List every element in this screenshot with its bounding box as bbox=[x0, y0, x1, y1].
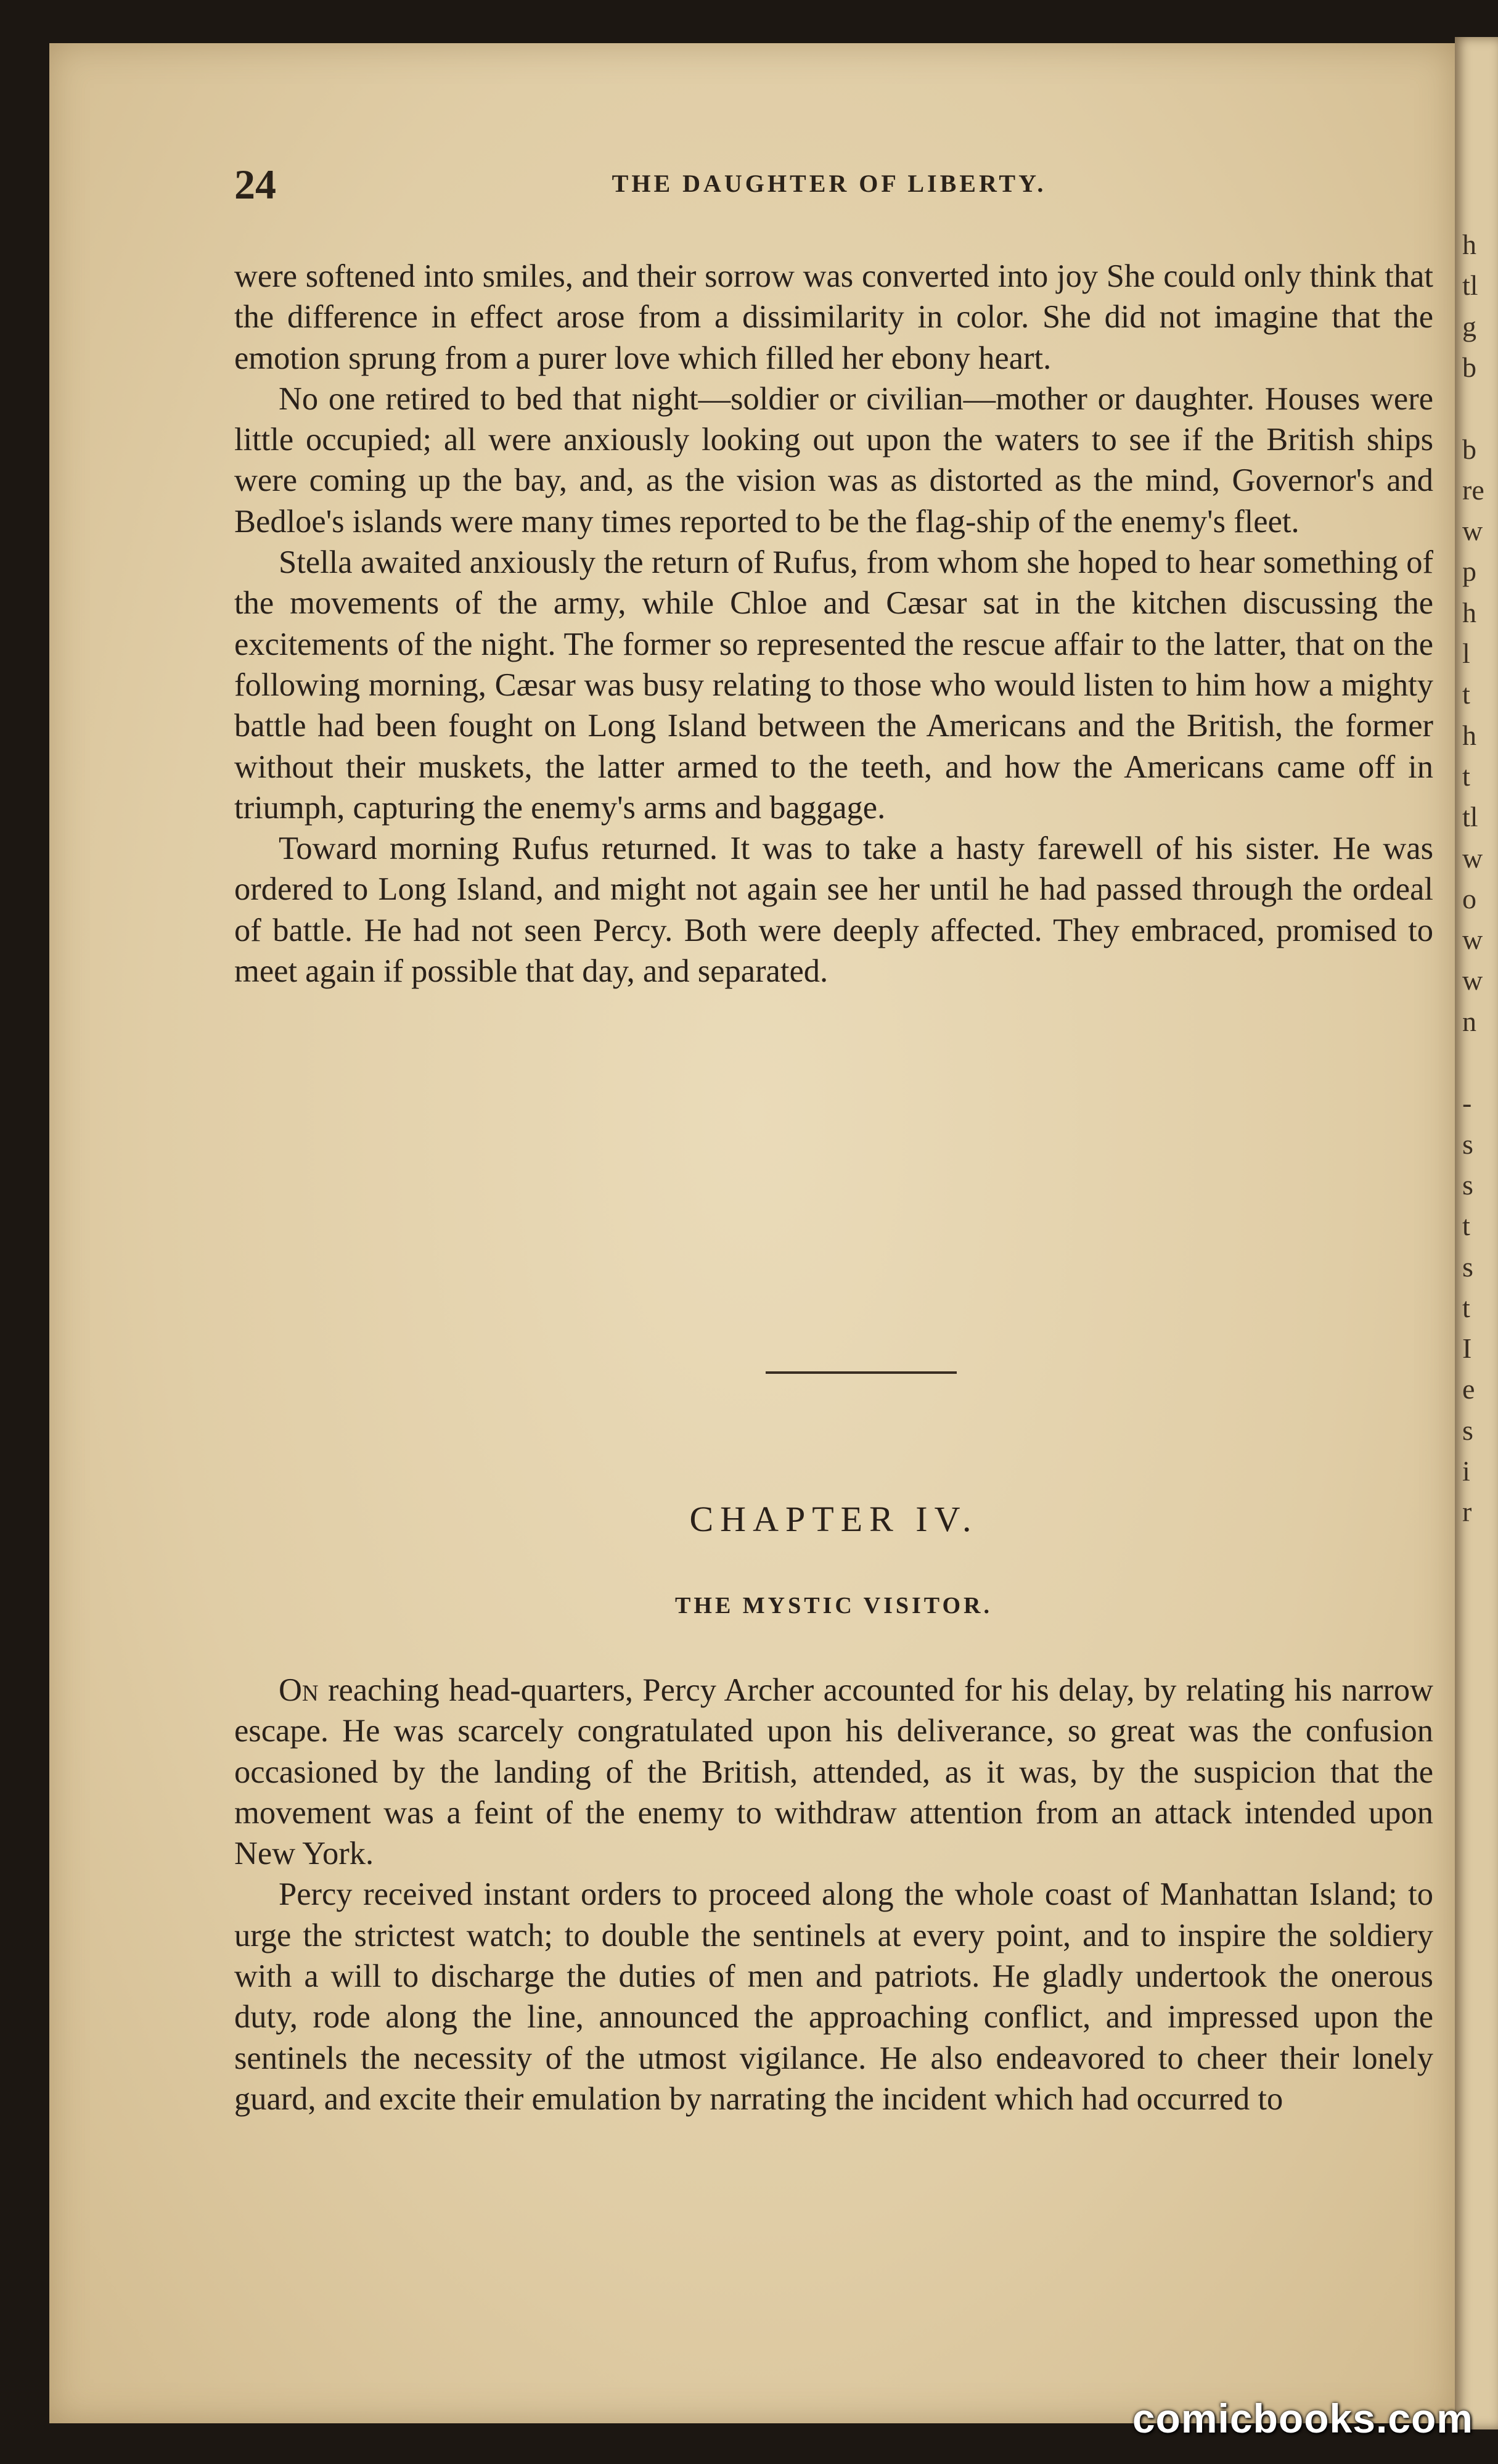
opening-text: reaching head-quarters, Percy Archer accounted for his delay, by relating his narrow escape. He was scarcely congratulated upon his deliverance, so great was the confusion occasioned by the landing of the British, attended, as it was, by the suspicion that the movement was a feint of the enemy to withdraw attention from an attack intended upon New York. bbox=[234, 1672, 1433, 1872]
running-head bbox=[234, 160, 1424, 210]
book-page bbox=[49, 43, 1455, 2423]
facing-page-fragment: h bbox=[1462, 596, 1476, 628]
chapter-heading: CHAPTER IV. bbox=[689, 1499, 978, 1539]
facing-page-fragment: g bbox=[1462, 310, 1476, 342]
facing-page-fragment: s bbox=[1462, 1250, 1473, 1283]
facing-page-fragment: s bbox=[1462, 1414, 1473, 1446]
facing-page-fragment: e bbox=[1462, 1373, 1475, 1405]
paragraph-opening bbox=[234, 1670, 1433, 1874]
facing-page-fragment: re bbox=[1462, 474, 1484, 506]
facing-page-fragment: l bbox=[1462, 638, 1470, 669]
page-number: 24 bbox=[234, 161, 276, 208]
facing-page-fragment: h bbox=[1462, 719, 1476, 751]
facing-page-fragment: h bbox=[1462, 229, 1476, 260]
facing-page-fragment: w bbox=[1462, 964, 1483, 996]
facing-page-fragment: b bbox=[1462, 433, 1476, 465]
facing-page-fragment: o bbox=[1462, 882, 1476, 914]
facing-page-fragment: t bbox=[1462, 678, 1470, 710]
facing-page-fragment: p bbox=[1462, 556, 1476, 588]
facing-page-fragment: w bbox=[1462, 842, 1483, 874]
section-divider-rule bbox=[766, 1371, 957, 1374]
facing-page-fragment: t bbox=[1462, 1210, 1470, 1242]
chapter-title: THE MYSTIC VISITOR. bbox=[675, 1593, 993, 1619]
facing-page-edge bbox=[1455, 37, 1498, 2429]
text-block-chapter-iii-end bbox=[234, 256, 1433, 992]
paragraph: were softened into smiles, and their sorrow was converted into joy She could only think that the difference in effect arose from a dissimilarity in color. She did not imagine that the emotion sprung from a purer love which filled her ebony heart. bbox=[234, 258, 1433, 376]
facing-page-fragment: w bbox=[1462, 515, 1483, 547]
facing-page-fragment: i bbox=[1462, 1455, 1470, 1487]
facing-page-fragment: I bbox=[1462, 1333, 1472, 1365]
paragraph: No one retired to bed that night—soldier or civilian—mother or daughter. Houses were little occupied; all were anxiously looking out upon the waters to see if the British ships were coming up the bay, and, as the vision was as distorted as the mind, Governor's and Bedloe's islands were many times reported to be the flag-ship of the enemy's fleet. bbox=[234, 380, 1433, 540]
facing-page-fragment: s bbox=[1462, 1168, 1473, 1201]
facing-page-fragment: - bbox=[1462, 1087, 1472, 1119]
facing-page-fragment: s bbox=[1462, 1128, 1473, 1160]
facing-page-fragment: t bbox=[1462, 1291, 1470, 1323]
facing-page-fragment: tl bbox=[1462, 801, 1478, 833]
running-title: THE DAUGHTER OF LIBERTY. bbox=[612, 170, 1047, 197]
facing-page-fragment: w bbox=[1462, 924, 1483, 956]
facing-page-fragment: r bbox=[1462, 1496, 1472, 1528]
facing-page-fragment: b bbox=[1462, 351, 1476, 383]
watermark: comicbooks.com bbox=[1132, 2396, 1473, 2441]
facing-page-fragment: t bbox=[1462, 760, 1470, 792]
paragraph: Percy received instant orders to proceed along the whole coast of Manhattan Island; to urge the strictest watch; to double the sentinels at every point, and to inspire the soldiery with a will to discharge the duties of men and patriots. He gladly undertook the onerous duty, rode along the line, announced the approaching conflict, and impressed upon the sentinels the necessity of the utmost vigilance. He also endeavored to cheer their lonely guard, and excite their emulation by narrating the incident which had occurred to bbox=[234, 1876, 1433, 2117]
paragraph: Toward morning Rufus returned. It was to take a hasty farewell of his sister. He was ordered to Long Island, and might not again see her until he had passed through the ordeal of battle. He had not seen Percy. Both were deeply affected. They embraced, promised to meet again if possible that day, and separated. bbox=[234, 831, 1433, 990]
opening-word: On bbox=[279, 1672, 319, 1708]
text-block-chapter-iv bbox=[234, 1670, 1433, 2119]
facing-page-fragment: n bbox=[1462, 1005, 1476, 1037]
paragraph: Stella awaited anxiously the return of Rufus, from whom she hoped to hear something of the movements of the army, while Chloe and Cæsar sat in the kitchen discussing the excitements of the night. The former so represented the rescue affair to the latter, that on the following morning, Cæsar was busy relating to those who would listen to him how a mighty battle had been fought on Long Island between the Americans and the British, the former without their muskets, the latter armed to the teeth, and how the Americans came off in triumph, capturing the enemy's arms and baggage. bbox=[234, 544, 1433, 826]
facing-page-fragment: tl bbox=[1462, 269, 1478, 302]
